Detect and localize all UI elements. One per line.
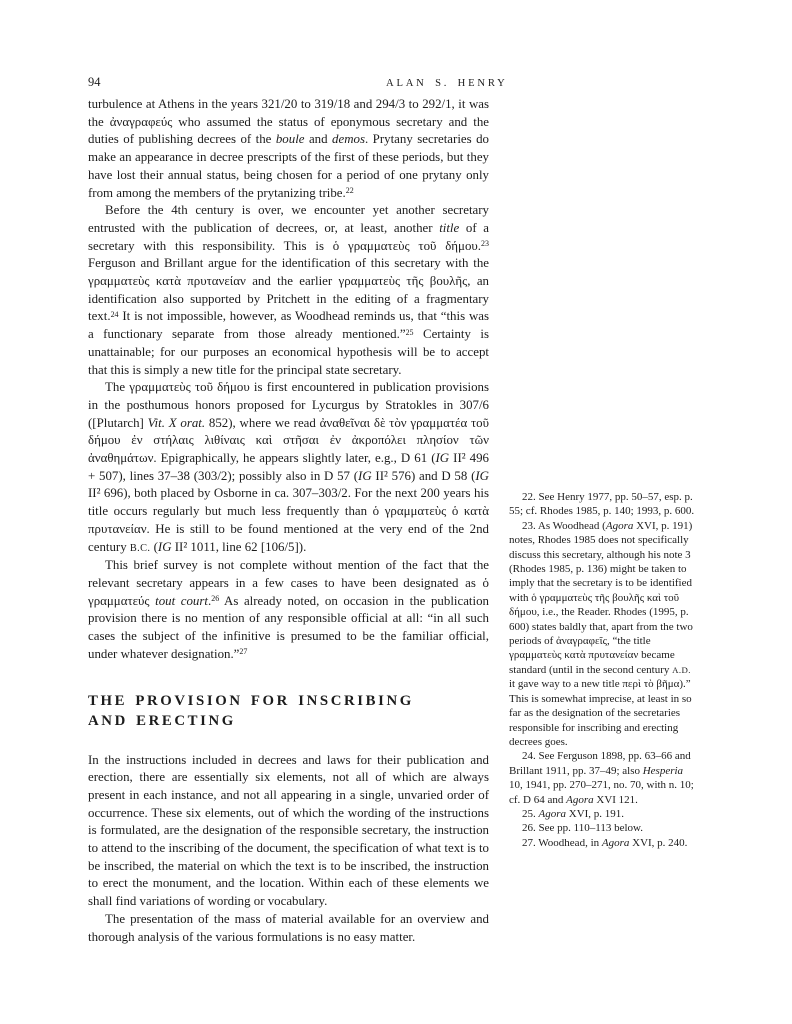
footnote: 27. Woodhead, in Agora XVI, p. 240.: [522, 836, 688, 849]
paragraph: In the instructions included in decrees and laws for their publication and erection, there are essentially six elements, not all of which are always present in each instance, and not all appearing in a single, unvaried order of occurrence. These six elements, out of which the wording of the instructions is formulated, are the designation of the responsible secretary, the instruction to attend to the inscribing of the document, the specification of what text is to be inscribed, the material on which the text is to be inscribed, the instruction to erect the monument, and the location. Within each of these elements we shall find variations of wording or vocabulary.: [88, 752, 489, 909]
main-text-column: [88, 96, 489, 946]
paragraph: This brief survey is not complete without mention of the fact that the relevant secretary appears in a few cases to have been designated as ὁ γραμματεύς tout court.$^{26}$ As already noted, on occasion in the publication provision there is no mention of any responsible official at all: “in all such cases the subject of the infinitive is presumed to be the familiar official, under whatever designation.”$^{27}$: [88, 558, 489, 661]
footnote: 25. Agora XVI, p. 191.: [522, 807, 625, 820]
body-paragraphs: [88, 96, 489, 664]
footnote: 22. See Henry 1977, pp. 50–57, esp. p. 55; cf. Rhodes 1985, p. 140; 1993, p. 600.: [509, 491, 695, 518]
paragraph: Before the 4th century is over, we encounter yet another secretary entrusted with the publication of decrees, or, at least, another title of a secretary with this responsibility. This is ὁ γραμματεὺς τοῦ δήμου.$^{23}$ Ferguson and Brillant argue for the identification of this secretary with the γραμματεὺς κατὰ πρυτανείαν and the earlier γραμματεὺς τῆς βουλῆς, an identification also supported by Pritchett in the editing of a fragmentary text.$^{24}$ It is not impossible, however, as Woodhead reminds us, that “this was a functionary separate from those already mentioned.”$^{25}$ Certainty is unattainable; for our purposes an economical hypothesis will be to accept that this is simply a new title for the principal state secretary.: [88, 203, 489, 377]
footnote: 24. See Ferguson 1898, pp. 63–66 and Brillant 1911, pp. 37–49; also Hesperia 10, 1941, pp. 270–271, no. 70, with n. 10; cf. D 64 and Agora XVI 121.: [509, 750, 694, 806]
paragraph: The γραμματεὺς τοῦ δήμου is first encountered in publication provisions in the posthumous honors proposed for Lycurgus by Stratokles in 307/6 ([Plutarch] Vit. X orat. 852), where we read ἀναθεῖναι δὲ τὸν γραμματέα τοῦ δήμου ἐν στήλαις λιθίναις καὶ στῆσαι ἐν ἀκροπόλει πλησίον τῶν ἀναθημάτων. Epigraphically, he appears slightly later, e.g., D 61 (IG II² 496 + 507), lines 37–38 (303/2); possibly also in D 57 (IG II² 576) and D 58 (IG II² 696), both placed by Osborne in ca. 307–303/2. For the next 200 years his title occurs regularly but much less frequently than ὁ γραμματεὺς ὁ κατὰ πρυτανείαν. He is still to be found mentioned at the very end of the 2nd century B.C. (IG II² 1011, line 62 [106/5]).: [88, 380, 489, 554]
footnote: 23. As Woodhead (Agora XVI, p. 191) notes, Rhodes 1985 does not specifically discuss this secretary, although his note 3 (Rhodes 1985, p. 136) might be taken to imply that the secretary is to be identified with ὁ γραμματεὺς τῆς βουλῆς καὶ τοῦ δήμου, i.e., the Reader. Rhodes (1995, p. 600) states baldly that, apart from the two periods of ἀναγραφεῖς, “the title γραμματεὺς κατὰ πρυτανείαν became standard (until in the second century A.D. it gave way to a new title περὶ τὸ βῆμα).” This is somewhat imprecise, at least in so far as the designation of the secretaries responsible for inscribing and erecting decrees goes.: [509, 519, 693, 748]
body-paragraphs-after-heading: [88, 752, 489, 947]
page-number: 94: [88, 75, 101, 89]
section-heading: [88, 691, 489, 731]
footnotes-column: [509, 490, 696, 850]
section-heading-line-1: THE PROVISION FOR INSCRIBING: [88, 692, 414, 709]
section-heading-line-2: AND ERECTING: [88, 712, 236, 729]
running-head: [88, 75, 718, 91]
footnote: 26. See pp. 110–113 below.: [522, 822, 643, 835]
paragraph: The presentation of the mass of material available for an overview and thorough analysis of the various formulations is no easy matter.: [88, 911, 489, 944]
running-head-author: ALAN S. HENRY: [386, 78, 508, 89]
paragraph: turbulence at Athens in the years 321/20 to 319/18 and 294/3 to 292/1, it was the ἀναγραφεύς who assumed the status of eponymous secretary and the duties of publishing decrees of the boule and demos. Prytany secretaries do make an appearance in decree prescripts of the first of these periods, but they have lost their annual status, being chosen for a period of one prytany only from among the members of the prytanizing tribe.$^{22}$: [88, 97, 489, 200]
